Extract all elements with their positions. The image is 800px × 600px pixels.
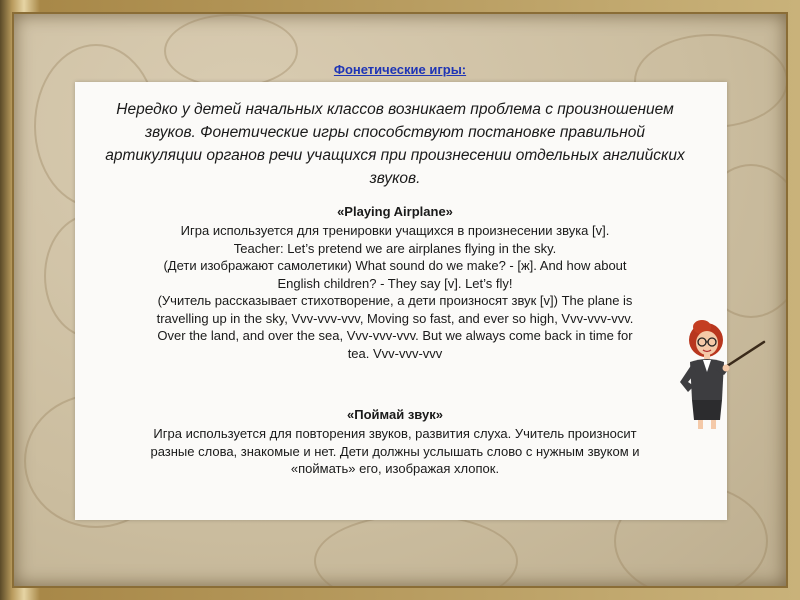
game2-line: разные слова, знакомые и нет. Дети должны услышать слово с нужным звуком и: [150, 443, 640, 459]
slide-title[interactable]: Фонетические игры:: [333, 62, 467, 77]
game1-line: travelling up in the sky, Vvv-vvv-vvv, Moving so fast, and ever so high, Vvv-vvv-vvv.: [156, 310, 634, 326]
game1-heading: «Playing Airplane»: [337, 204, 453, 219]
game1-line: Over the land, and over the sea, Vvv-vvv-vvv. But we always come back in time for: [157, 328, 633, 343]
game1-line: (Дети изображают самолетики) What sound do we make? - [ж]. And how about: [163, 258, 627, 273]
game1-body: [95, 222, 695, 362]
game1-line: Teacher: Let’s pretend we are airplanes flying in the sky.: [233, 240, 557, 256]
game2-line: «поймать» его, изображая хлопок.: [290, 461, 500, 476]
game1-line: English children? - They say [v]. Let’s fly!: [277, 275, 513, 291]
game2-line: Игра используется для повторения звуков, развития слуха. Учитель произносит: [153, 426, 637, 441]
game1-line: Игра используется для тренировки учащихся в произнесении звука [v].: [180, 223, 610, 238]
intro-paragraph: Нередко у детей начальных классов возникает проблема с произношением звуков. Фонетические игры способствуют постановке правильной артикуляции органов речи учащихся при произнесении отдельных английских звуков.: [105, 101, 685, 187]
teacher-with-pointer-icon: [666, 320, 766, 430]
game1-line: (Учитель рассказывает стихотворение, а дети произносят звук [v]) The plane is: [157, 293, 633, 308]
game1-line: tea. Vvv-vvv-vvv: [347, 345, 443, 361]
game2-body: [95, 425, 695, 478]
game2-heading: «Поймай звук»: [347, 407, 443, 422]
